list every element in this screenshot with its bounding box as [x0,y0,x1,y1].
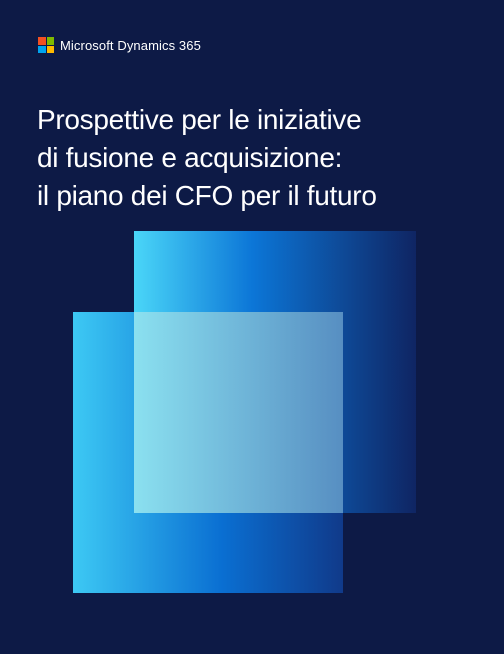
cover-title-line-1: Prospettive per le iniziative [37,104,362,135]
cover-title-line-3: il piano dei CFO per il futuro [37,180,377,211]
brand-name: Microsoft Dynamics 365 [60,37,201,53]
overlap-square [134,312,343,513]
cover-title-line-2: di fusione e acquisizione: [37,142,343,173]
